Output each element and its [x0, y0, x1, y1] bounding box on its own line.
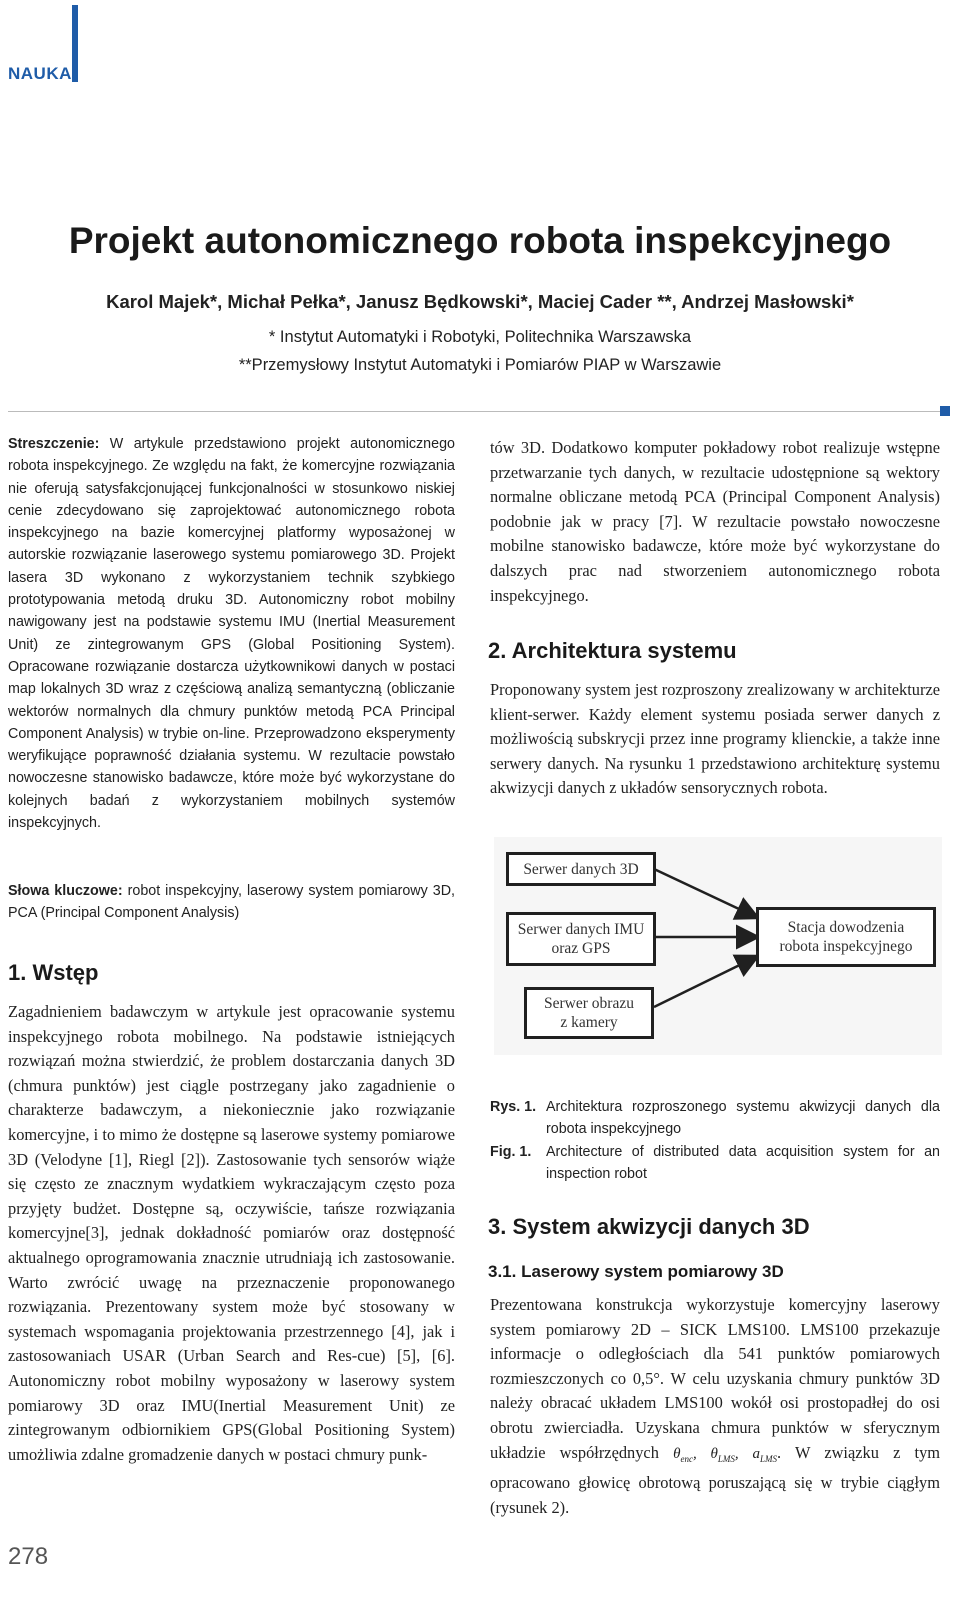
section-3-1-body: Prezentowana konstrukcja wykorzystuje komercyjny laserowy system pomiarowy 2D – SICK LMS100. LMS100 przekazuje informacje o odległościach dla 541 punktów pomiarowych rozmieszczonych co 0,5°. W celu uzyskania chmury punktów 3D należy obracać układem LMS100 wokół osi prostopadłej do osi obrotu zwierciadła. Uzyskana chmura punktów w sferycznym układzie współrzędnych: [490, 1295, 940, 1462]
caption-pl-text: Architektura rozproszonego systemu akwizycji danych dla robota inspekcyjnego: [546, 1099, 940, 1138]
section-label: NAUKA: [8, 64, 72, 83]
section-3-1-heading: 3.1. Laserowy system pomiarowy 3D: [488, 1262, 784, 1281]
abstract-text: W artykule przedstawiono projekt autonomicznego robota inspekcyjnego. Ze względu na fakt, że komercyjne rozwiązania nie oferują satysfakcjonującej funkcjonalności w stosunkowo niskiej cenie zdecydowano się zaprojektować autonomicznego robota inspekcyjnego na bazie komercyjnej platformy wyposażonej w autorskie rozwiązanie laserowego systemu pomiarowego 3D. Projekt lasera 3D wykonano z wykorzystaniem technik szybkiego prototypowania metodą druku 3D. Autonomiczny robot mobilny nawigowany jest na podstawie systemu IMU (Inertial Measurement Unit) ze zintegrowanym GPS (Global Positioning System). Opracowane rozwiązanie dostarcza użytkownikowi danych w postaci map lokalnych 3D wraz z częściową analizą semantyczną (obliczanie wektorów normalnych dla chmury punktów metodą PCA Principal Component Analysis) w trybie on-line. Przeprowadzono eksperymenty weryfikujące poprawność działania systemu. W rezultacie powstało nowoczesne stanowisko badawcze, które może być wykorzystane do kolejnych badań z wykorzystaniem mobilnych systemów inspekcyjnych.: [8, 436, 455, 832]
node-command-station: Stacja dowodzenia robota inspekcyjnego: [756, 907, 936, 967]
authors: Karol Majek*, Michał Pełka*, Janusz Będkowski*, Maciej Cader **, Andrzej Masłowski*: [106, 291, 854, 312]
figure-1-caption: [490, 1096, 940, 1185]
keywords-text: robot inspekcyjny, laserowy system pomiarowy 3D, PCA (Principal Component Analysis): [8, 883, 455, 922]
title-divider: [8, 411, 940, 412]
section-3-1-body-end: . W związku z tym opracowano głowicę obrotową poruszającą się w trybie ciągłym (rysunek 2).: [490, 1442, 941, 1517]
section-3-heading: 3. System akwizycji danych 3D: [488, 1214, 810, 1239]
caption-pl-label: Rys. 1.: [490, 1099, 537, 1115]
section-2-text: Proponowany system jest rozproszony zrealizowany w architekturze klient-serwer. Każdy element systemu posiada serwer danych z możliwością subskrycji przez inne programy klienckie, a także inne serwery danych. Na rysunku 1 przedstawiono architekturę systemu akwizycji danych z układów sensorycznych robota.: [490, 680, 940, 798]
arrow-img-to-station: [654, 957, 756, 1007]
affiliation-2: **Przemysłowy Instytut Automatyki i Pomiarów PIAP w Warszawie: [238, 356, 722, 374]
caption-en-text: Architecture of distributed data acquisition system for an inspection robot: [546, 1143, 940, 1182]
caption-pl: [490, 1096, 940, 1141]
section-accent-bar: [72, 5, 78, 82]
section-3-1-text: [490, 1293, 940, 1520]
figure-1-architecture: [494, 837, 942, 1055]
caption-en-label: Fig. 1.: [490, 1143, 532, 1160]
section-1-text: Zagadnieniem badawczym w artykule jest opracowanie systemu inspekcyjnego robota mobilnego. Na podstawie istniejących rozwiązań można stwierdzić, że problem dostarczania danych 3D (chmura punktów) jest ciągle postrzegany jako zagadnienie o charakterze badawczym, a niekoniecznie jako rozwiązanie komercyjne, i to mimo że dostępne są laserowe systemy pomiarowe 3D (Velodyne [1], Riegl [2]). Zastosowanie tych sensorów wiąże się często ze znacznym wydatkiem wykraczającym często poza przyjęty budżet. Dostępne są, oczywiście, tańsze rozwiązania komercyjne[3], jednak dokładność pomiarów oraz dostępność aktualnego oprogramowania znacznie utrudniają ich zastosowanie. Warto zwrócić uwagę na przeznaczenie proponowanego rozwiązania. Prezentowany system może być stosowany w systemach wspomagania projektowania przestrzennego [4], jak i zastosowaniach USAR (Urban Search and Res-cue) [5], [6]. Autonomiczny robot mobilny wyposażony w laserowy system pomiarowy 3D oraz IMU(Inertial Measurement Unit) ze zintegrowanym odbiornikiem GPS(Global Positioning System) umożliwia zdalne gromadzenie danych w postaci chmury punk-: [8, 1002, 455, 1464]
page-number: 278: [8, 1543, 49, 1570]
node-server-imu-gps: Serwer danych IMU oraz GPS: [506, 912, 656, 966]
abstract-label: Streszczenie:: [8, 436, 100, 452]
node-server-camera: Serwer obrazu z kamery: [524, 987, 654, 1039]
affiliation-1: * Instytut Automatyki i Robotyki, Politechnika Warszawska: [268, 328, 692, 346]
divider-marker: [940, 406, 950, 416]
node-server-3d: Serwer danych 3D: [506, 852, 656, 886]
caption-en: [490, 1141, 940, 1186]
section-1-continuation: tów 3D. Dodatkowo komputer pokładowy robot realizuje wstępne przetwarzanie tych danych, w rezultacie udostępnione są wektory normalne obliczane metodą PCA (Principal Component Analysis) podobnie jak w pracy [7]. W rezultacie powstało nowoczesne mobilne stanowisko badawcze, które może być wykorzystane do dalszych prac nad stworzeniem autonomicznego robota inspekcyjnego.: [490, 438, 940, 605]
section-1-heading: 1. Wstęp: [8, 960, 99, 985]
spherical-coordinates-formula: $\theta_{enc}$, $\theta_{LMS}$, $a_{LMS}$: [673, 1445, 778, 1464]
keywords-label: Słowa kluczowe:: [8, 883, 123, 899]
abstract: [8, 433, 455, 834]
article-title: Projekt autonomicznego robota inspekcyjnego: [68, 220, 892, 261]
keywords: [8, 880, 455, 925]
arrow-3d-to-station: [654, 869, 756, 917]
section-2-heading: 2. Architektura systemu: [488, 638, 737, 663]
